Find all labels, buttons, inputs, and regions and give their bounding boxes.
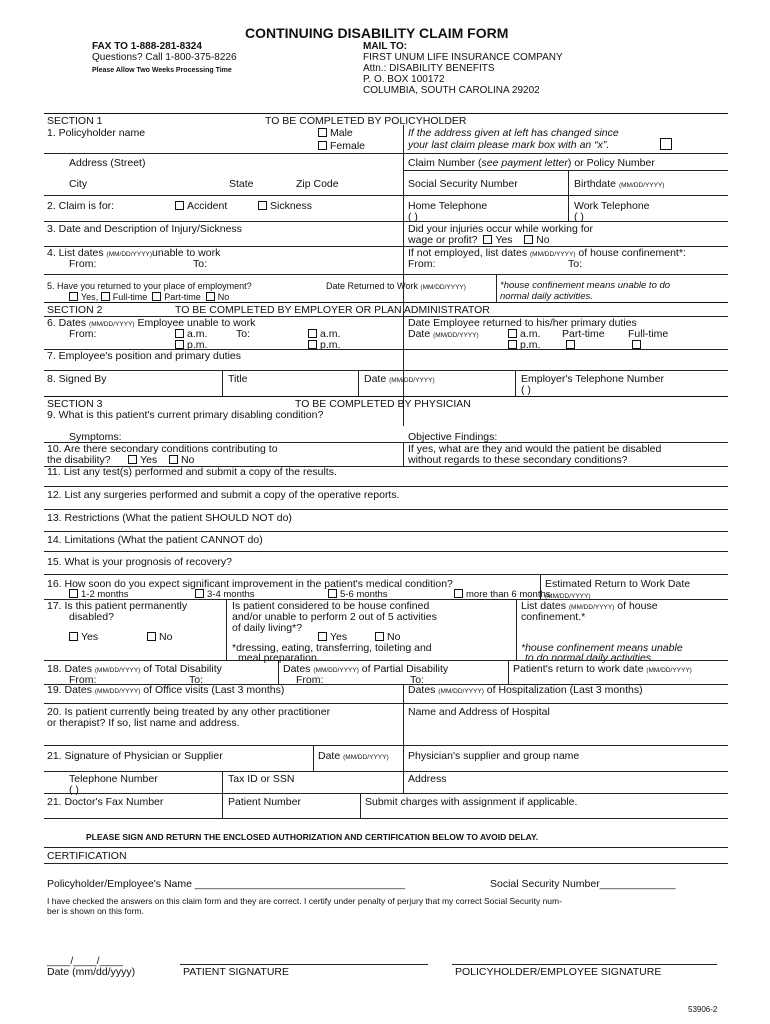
- city-label: City: [69, 178, 88, 190]
- checkbox-icon[interactable]: [69, 292, 78, 301]
- divider: [44, 703, 728, 704]
- divider: [44, 551, 728, 552]
- house-confinement-definition: *house confinement means unable: [521, 642, 683, 654]
- ssn-label: Social Security Number: [408, 178, 518, 190]
- returned-to-work-question: 5. Have you returned to your place of employment?: [47, 281, 252, 291]
- address-label: Address: [408, 773, 447, 785]
- signed-by-label: 8. Signed By: [47, 373, 107, 385]
- column-divider: [516, 599, 517, 660]
- patient-return-label: Patient's return to work date (MM/DD/YYYY): [513, 663, 692, 675]
- returned-date-label: Date (MM/DD/YYYY): [408, 328, 479, 340]
- checkbox-icon[interactable]: [508, 340, 517, 349]
- prognosis-label: 15. What is your prognosis of recovery?: [47, 556, 233, 568]
- checkbox-icon[interactable]: [69, 632, 78, 641]
- column-divider: [226, 599, 227, 660]
- zip-label: Zip Code: [296, 178, 339, 190]
- checkbox-icon[interactable]: [524, 235, 533, 244]
- checkbox-icon[interactable]: [318, 128, 327, 137]
- physician-signature-label: 21. Signature of Physician or Supplier: [47, 750, 223, 762]
- mail-line: Attn.: DISABILITY BENEFITS: [363, 63, 495, 74]
- column-divider: [496, 274, 497, 302]
- mail-line: P. O. BOX 100172: [363, 74, 445, 85]
- certification-text: I have checked the answers on this claim form and they are correct. I certify under penalty of perjury that my correct Social Security num-: [47, 896, 562, 906]
- employee-unable-label: 6. Dates (MM/DD/YYYY) Employee unable to work: [47, 317, 256, 329]
- checkbox-icon[interactable]: [318, 632, 327, 641]
- divider: [44, 195, 728, 196]
- house-dates-label: confinement.*: [521, 611, 586, 623]
- divider: [44, 847, 728, 848]
- am-option[interactable]: a.m.: [175, 328, 207, 340]
- injury-working-question: wage or profit? Yes No: [408, 234, 550, 246]
- part-time-checkbox[interactable]: [566, 340, 575, 349]
- doctor-fax-label: 21. Doctor's Fax Number: [47, 796, 164, 808]
- total-disability-label: 18. Dates (MM/DD/YYYY) of Total Disability: [47, 663, 222, 675]
- female-option[interactable]: Female: [318, 140, 365, 152]
- divider: [44, 509, 728, 510]
- no-option[interactable]: No: [375, 631, 400, 643]
- tests-label: 11. List any test(s) performed and submit a copy of the results.: [47, 466, 337, 478]
- divider: [44, 531, 728, 532]
- employee-signature-line[interactable]: [452, 964, 717, 965]
- divider: [44, 486, 728, 487]
- divider: [44, 818, 728, 819]
- birthdate-label: Birthdate (MM/DD/YYYY): [574, 178, 665, 190]
- checkbox-icon[interactable]: [508, 329, 517, 338]
- checkbox-icon[interactable]: [308, 329, 317, 338]
- injury-working-question: Did your injuries occur while working for: [408, 223, 593, 235]
- checkbox-icon[interactable]: [318, 141, 327, 150]
- questions-phone: Questions? Call 1-800-375-8226: [92, 52, 237, 63]
- accident-option[interactable]: Accident: [175, 200, 227, 212]
- improvement-option[interactable]: 1-2 months: [69, 589, 129, 601]
- address-change-note: your last claim please mark box with an “x”.: [408, 139, 610, 151]
- objective-findings-label: Objective Findings:: [408, 431, 498, 443]
- form-number: 53906-2: [688, 1005, 718, 1014]
- telephone-paren: ( ): [69, 784, 79, 796]
- part-time-label: Part-time: [562, 328, 605, 340]
- column-divider: [222, 370, 223, 396]
- mail-to-label: MAIL TO:: [363, 41, 408, 52]
- column-divider: [403, 684, 404, 745]
- address-label: Address (Street): [69, 157, 146, 169]
- certification-label: CERTIFICATION: [47, 850, 127, 862]
- column-divider: [508, 660, 509, 684]
- date-returned-label: Date Returned to Work (MM/DD/YYYY): [326, 281, 466, 291]
- employee-signature-caption: POLICYHOLDER/EMPLOYEE SIGNATURE: [455, 966, 662, 978]
- pm-option[interactable]: p.m.: [508, 339, 540, 351]
- position-duties-label: 7. Employee's position and primary duties: [47, 350, 242, 362]
- divider: [44, 396, 728, 397]
- from-label: From:: [69, 328, 97, 340]
- checkbox-icon[interactable]: [169, 455, 178, 464]
- date-label: Date (MM/DD/YYYY): [364, 373, 435, 385]
- column-divider: [360, 793, 361, 818]
- section3-heading: TO BE COMPLETED BY PHYSICIAN: [295, 398, 471, 410]
- divider: [44, 153, 728, 154]
- symptoms-label: Symptoms:: [69, 431, 122, 443]
- secondary-conditions-question: 10. Are there secondary conditions contributing to: [47, 443, 278, 455]
- checkbox-icon[interactable]: [258, 201, 267, 210]
- secondary-conditions-question: the disability? Yes No: [47, 454, 195, 466]
- ssn-line[interactable]: Social Security Number_____________: [490, 878, 676, 890]
- house-confined-question: of daily living*?: [232, 622, 303, 634]
- section1-label: SECTION 1: [47, 115, 103, 127]
- divider: [44, 793, 728, 794]
- divider: [44, 302, 728, 303]
- claim-for-label: 2. Claim is for:: [47, 200, 115, 212]
- section2-label: SECTION 2: [47, 304, 103, 316]
- checkbox-icon[interactable]: [206, 292, 215, 301]
- daily-living-note: meal preparation.: [238, 652, 320, 664]
- house-dates-label: List dates (MM/DD/YYYY) of house: [521, 600, 658, 612]
- checkbox-icon[interactable]: [175, 340, 184, 349]
- to-label: To:: [410, 674, 425, 686]
- submit-charges-note: Submit charges with assignment if applicable.: [365, 796, 578, 808]
- home-telephone-paren: ( ): [408, 211, 418, 223]
- house-confinement-note: *house confinement means unable to do: [500, 280, 671, 291]
- limitations-label: 14. Limitations (What the patient CANNOT do): [47, 534, 263, 546]
- address-change-note: If the address given at left has changed since: [408, 127, 619, 139]
- employer-telephone-paren: ( ): [521, 384, 531, 396]
- to-label: To:: [189, 674, 204, 686]
- checkbox-icon[interactable]: [195, 589, 204, 598]
- home-telephone-label: Home Telephone: [408, 200, 488, 212]
- not-employed-label: If not employed, list dates (MM/DD/YYYY) of house confinement*:: [408, 247, 686, 259]
- divider: [44, 660, 728, 661]
- title-label: Title: [228, 373, 248, 385]
- restrictions-label: 13. Restrictions (What the patient SHOULD NOT do): [47, 512, 292, 524]
- partial-disability-label: Dates (MM/DD/YYYY) of Partial Disability: [283, 663, 449, 675]
- work-telephone-paren: ( ): [574, 211, 584, 223]
- male-option[interactable]: Male: [318, 127, 353, 139]
- date-blank[interactable]: ____/____/____: [47, 955, 123, 967]
- sign-return-notice: PLEASE SIGN AND RETURN THE ENCLOSED AUTHORIZATION AND CERTIFICATION BELOW TO AVOID DELAY.: [86, 832, 539, 842]
- improvement-option[interactable]: more than 6 months: [454, 589, 551, 601]
- column-divider: [358, 370, 359, 396]
- column-divider: [515, 370, 516, 396]
- work-telephone-label: Work Telephone: [574, 200, 650, 212]
- fax-number: FAX TO 1-888-281-8324: [92, 41, 202, 52]
- checkbox-icon[interactable]: [328, 589, 337, 598]
- checkbox-icon[interactable]: [175, 329, 184, 338]
- sickness-option[interactable]: Sickness: [258, 200, 312, 212]
- to-label: To:: [568, 258, 583, 270]
- mail-line: FIRST UNUM LIFE INSURANCE COMPANY: [363, 52, 563, 63]
- column-divider: [313, 745, 314, 771]
- divider: [44, 113, 728, 114]
- house-confinement-definition: to do normal daily activities.: [525, 652, 654, 664]
- permanently-disabled-question: 17. Is this patient permanently: [47, 600, 188, 612]
- hospitalization-label: Dates (MM/DD/YYYY) of Hospitalization (Last 3 months): [408, 684, 643, 696]
- tax-id-label: Tax ID or SSN: [228, 773, 295, 785]
- state-label: State: [229, 178, 254, 190]
- claim-number-label: Claim Number (see payment letter) or Policy Number: [408, 157, 655, 169]
- office-visits-label: 19. Dates (MM/DD/YYYY) of Office visits (Last 3 months): [47, 684, 285, 696]
- divider: [44, 745, 728, 746]
- returned-options: Yes, Full-time Part-time No: [69, 291, 229, 303]
- house-confined-question: Is patient considered to be house confined: [232, 600, 430, 612]
- surgeries-label: 12. List any surgeries performed and submit a copy of the operative reports.: [47, 489, 400, 501]
- mail-line: COLUMBIA, SOUTH CAROLINA 29202: [363, 85, 540, 96]
- divider: [44, 221, 728, 222]
- yes-option[interactable]: Yes: [318, 631, 347, 643]
- to-label: To:: [236, 328, 251, 340]
- disabling-condition-question: 9. What is this patient's current primary disabling condition?: [47, 409, 324, 421]
- pm-option[interactable]: p.m.: [175, 339, 207, 351]
- date-format: (MM/DD/YYYY): [545, 593, 591, 600]
- date-label: Date (MM/DD/YYYY): [318, 750, 389, 762]
- improvement-option[interactable]: 3-4 months: [195, 589, 255, 601]
- column-divider: [222, 771, 223, 818]
- column-divider: [403, 442, 404, 466]
- processing-note: Please Allow Two Weeks Processing Time: [92, 67, 232, 74]
- from-label: From:: [296, 674, 324, 686]
- yes-option[interactable]: Yes: [69, 631, 98, 643]
- to-label: To:: [193, 258, 208, 270]
- divider: [44, 863, 728, 864]
- permanently-disabled-question: disabled?: [69, 611, 114, 623]
- checkbox-icon[interactable]: [147, 632, 156, 641]
- checkbox-icon[interactable]: [101, 292, 110, 301]
- column-divider: [403, 745, 404, 771]
- patient-signature-line[interactable]: [180, 964, 428, 965]
- house-confined-question: and/or unable to perform 2 out of 5 activities: [232, 611, 437, 623]
- divider: [44, 771, 728, 772]
- checkbox-icon[interactable]: [483, 235, 492, 244]
- section3-label: SECTION 3: [47, 398, 103, 410]
- address-changed-checkbox[interactable]: [660, 138, 672, 150]
- divider: [403, 170, 728, 171]
- checkbox-icon[interactable]: [175, 201, 184, 210]
- column-divider: [403, 771, 404, 793]
- other-practitioner-question: or therapist? If so, list name and address.: [47, 717, 240, 729]
- no-option[interactable]: No: [147, 631, 172, 643]
- improvement-option[interactable]: 5-6 months: [328, 589, 388, 601]
- column-divider: [278, 660, 279, 684]
- checkbox-icon[interactable]: [152, 292, 161, 301]
- policyholder-name-line[interactable]: Policyholder/Employee's Name ____________________________________: [47, 878, 406, 890]
- employer-telephone-label: Employer's Telephone Number: [521, 373, 665, 385]
- patient-number-label: Patient Number: [228, 796, 301, 808]
- date-caption: Date (mm/dd/yyyy): [47, 966, 136, 978]
- improvement-question: 16. How soon do you expect significant improvement in the patient's medical condition?: [47, 578, 453, 590]
- secondary-detail-question: If yes, what are they and would the patient be disabled: [408, 443, 662, 455]
- certification-text: ber is shown on this form.: [47, 906, 144, 916]
- patient-signature-caption: PATIENT SIGNATURE: [183, 966, 289, 978]
- checkbox-icon[interactable]: [375, 632, 384, 641]
- section1-heading: TO BE COMPLETED BY POLICYHOLDER: [265, 115, 467, 127]
- checkbox-icon[interactable]: [69, 589, 78, 598]
- other-practitioner-question: 20. Is patient currently being treated by any other practitioner: [47, 706, 331, 718]
- form-title: CONTINUING DISABILITY CLAIM FORM: [245, 25, 509, 41]
- section2-heading: TO BE COMPLETED BY EMPLOYER OR PLAN ADMINISTRATOR: [175, 304, 490, 316]
- checkbox-icon[interactable]: [128, 455, 137, 464]
- divider: [44, 370, 728, 371]
- supplier-group-label: Physician's supplier and group name: [408, 750, 580, 762]
- telephone-label: Telephone Number: [69, 773, 158, 785]
- checkbox-icon[interactable]: [308, 340, 317, 349]
- full-time-label: Full-time: [628, 328, 669, 340]
- am-option[interactable]: a.m.: [308, 328, 340, 340]
- am-option[interactable]: a.m.: [508, 328, 540, 340]
- injury-description-label: 3. Date and Description of Injury/Sickness: [47, 223, 242, 235]
- estimated-return-label: Estimated Return to Work Date: [545, 578, 691, 590]
- unable-to-work-label: 4. List dates (MM/DD/YYYY)unable to work: [47, 247, 221, 259]
- daily-living-note: *dressing, eating, transferring, toileting and: [232, 642, 432, 654]
- from-label: From:: [69, 258, 97, 270]
- secondary-detail-question: without regards to these secondary conditions?: [408, 454, 628, 466]
- from-label: From:: [408, 258, 436, 270]
- house-confinement-note: normal daily activities.: [500, 291, 593, 302]
- divider: [44, 274, 728, 275]
- pm-option[interactable]: p.m.: [308, 339, 340, 351]
- returned-duties-label: Date Employee returned to his/her primary duties: [408, 317, 637, 329]
- full-time-checkbox[interactable]: [632, 340, 641, 349]
- from-label: From:: [69, 674, 97, 686]
- divider: [44, 574, 728, 575]
- policyholder-name-label: 1. Policyholder name: [47, 127, 146, 139]
- hospital-address-label: Name and Address of Hospital: [408, 706, 550, 718]
- checkbox-icon[interactable]: [454, 589, 463, 598]
